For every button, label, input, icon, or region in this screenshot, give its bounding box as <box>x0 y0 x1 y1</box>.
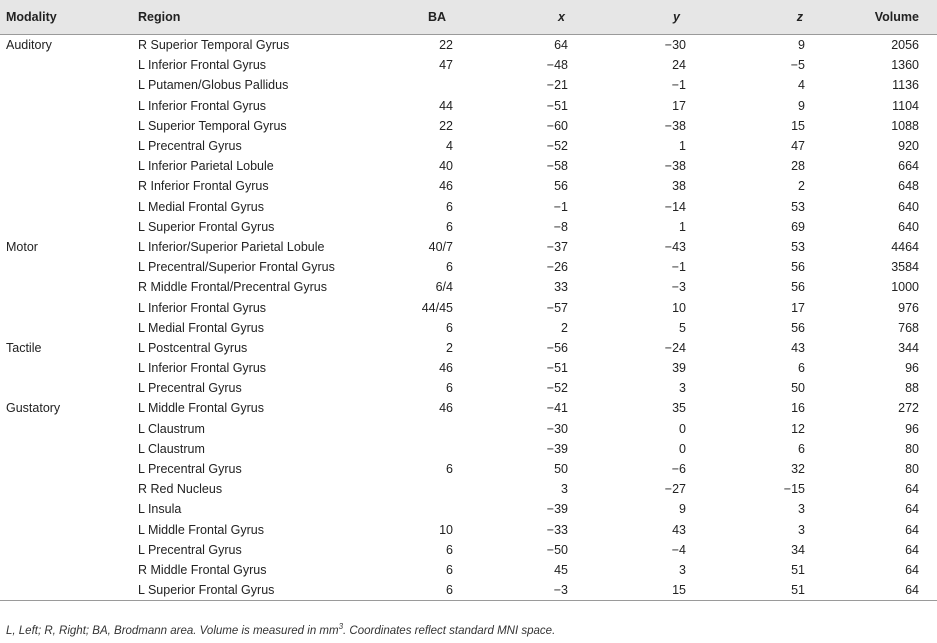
cell-x: −39 <box>546 502 568 517</box>
cell-z: −5 <box>790 58 805 73</box>
header-row <box>0 0 937 35</box>
cell-ba <box>370 479 454 499</box>
cell-y: 35 <box>672 401 686 416</box>
cell-modality <box>0 197 138 217</box>
cell-y: −6 <box>671 462 686 477</box>
header-region: Region <box>138 0 370 35</box>
cell-x: −57 <box>546 300 568 315</box>
cell-y: 1 <box>679 219 686 234</box>
cell-region: L Postcentral Gyrus <box>138 340 248 355</box>
cell-ba: 10 <box>439 522 453 537</box>
cell-volume: 640 <box>898 219 919 234</box>
table-row <box>0 318 937 338</box>
cell-modality <box>0 176 138 196</box>
cell-region: L Medial Frontal Gyrus <box>138 199 264 214</box>
cell-ba: 6/4 <box>435 280 453 295</box>
cell-z: 3 <box>798 502 805 517</box>
cell-region: L Claustrum <box>138 441 205 456</box>
cell-volume: 976 <box>898 300 919 315</box>
cell-volume: 64 <box>905 562 919 577</box>
cell-modality <box>0 116 138 136</box>
cell-x: −52 <box>546 139 568 154</box>
cell-modality <box>0 419 138 439</box>
table-row <box>0 459 937 479</box>
cell-z: 17 <box>791 300 805 315</box>
header-modality: Modality <box>0 0 138 35</box>
cell-y: −1 <box>671 78 686 93</box>
cell-ba: 6 <box>446 320 453 335</box>
footnote-text: L, Left; R, Right; BA, Brodmann area. Volume is measured in mm <box>6 624 339 637</box>
table-row <box>0 499 937 519</box>
cell-modality <box>0 257 138 277</box>
cell-volume: 272 <box>898 401 919 416</box>
cell-region: R Inferior Frontal Gyrus <box>138 179 269 194</box>
cell-x: −48 <box>546 58 568 73</box>
cell-y: 38 <box>672 179 686 194</box>
cell-modality <box>0 378 138 398</box>
cell-z: 50 <box>791 381 805 396</box>
cell-z: 53 <box>791 239 805 254</box>
cell-y: −4 <box>671 542 686 557</box>
cell-modality: Tactile <box>6 340 42 355</box>
cell-x: −50 <box>546 542 568 557</box>
cell-z: 12 <box>791 421 805 436</box>
cell-modality <box>0 297 138 317</box>
cell-y: −43 <box>664 239 686 254</box>
cell-volume: 64 <box>905 522 919 537</box>
cell-volume: 1136 <box>892 78 919 93</box>
cell-ba: 47 <box>439 58 453 73</box>
cell-volume: 1104 <box>892 98 919 113</box>
cell-x: −52 <box>546 381 568 396</box>
table-row <box>0 338 937 358</box>
table-row <box>0 35 937 56</box>
cell-modality: Gustatory <box>6 401 61 416</box>
cell-region: L Precentral Gyrus <box>138 542 242 557</box>
cell-region: L Insula <box>138 502 182 517</box>
cell-ba: 6 <box>446 462 453 477</box>
cell-y: 3 <box>679 381 686 396</box>
table-row <box>0 398 937 418</box>
table-header <box>0 0 937 35</box>
cell-region: R Red Nucleus <box>138 482 223 497</box>
cell-x: 33 <box>554 280 568 295</box>
cell-volume: 920 <box>898 139 919 154</box>
cell-x: −1 <box>553 199 568 214</box>
cell-ba: 6 <box>446 260 453 275</box>
cell-modality <box>0 459 138 479</box>
cell-z: 51 <box>686 580 805 601</box>
cell-y: 39 <box>672 361 686 376</box>
cell-modality <box>0 358 138 378</box>
cell-y: −27 <box>664 482 686 497</box>
cell-x: −56 <box>546 340 568 355</box>
cell-z: 28 <box>791 159 805 174</box>
cell-z: 34 <box>791 542 805 557</box>
header-x: x <box>454 0 568 35</box>
cell-modality <box>0 540 138 560</box>
cell-z: 56 <box>791 260 805 275</box>
footnote-text-end: . Coordinates reflect standard MNI space. <box>343 624 556 637</box>
cell-z: 9 <box>798 38 805 53</box>
cell-z: 56 <box>791 280 805 295</box>
table-row <box>0 136 937 156</box>
table-row <box>0 560 937 580</box>
cell-region: L Inferior Frontal Gyrus <box>138 361 267 376</box>
cell-ba: 6 <box>446 199 453 214</box>
cell-region: L Superior Temporal Gyrus <box>138 118 287 133</box>
cell-volume: 4464 <box>891 239 919 254</box>
cell-region: L Middle Frontal Gyrus <box>138 522 264 537</box>
cell-z: 9 <box>798 98 805 113</box>
table-row <box>0 439 937 459</box>
cell-region: L Inferior Frontal Gyrus <box>138 98 267 113</box>
cell-volume: 1088 <box>891 118 919 133</box>
cell-z: 2 <box>798 179 805 194</box>
cell-volume: 1360 <box>891 58 919 73</box>
table-row <box>0 197 937 217</box>
cell-ba: 40/7 <box>428 239 453 254</box>
cell-ba: 44 <box>439 98 453 113</box>
cell-x: −51 <box>546 98 568 113</box>
cell-z: 53 <box>791 199 805 214</box>
cell-region: L Inferior Frontal Gyrus <box>138 300 267 315</box>
cell-modality <box>0 96 138 116</box>
table-row <box>0 277 937 297</box>
cell-y: −30 <box>664 38 686 53</box>
cell-x: −37 <box>546 239 568 254</box>
cell-x: −39 <box>546 441 568 456</box>
table-footnote <box>6 622 555 637</box>
cell-z: 3 <box>798 522 805 537</box>
cell-y: −38 <box>664 159 686 174</box>
cell-z: −15 <box>783 482 805 497</box>
cell-region: R Middle Frontal/Precentral Gyrus <box>138 280 327 295</box>
cell-volume: 640 <box>898 199 919 214</box>
cell-y: 1 <box>679 139 686 154</box>
cell-y: −14 <box>664 199 686 214</box>
cell-z: 32 <box>791 462 805 477</box>
cell-ba: 2 <box>446 340 453 355</box>
cell-region: L Inferior Frontal Gyrus <box>138 58 267 73</box>
cell-y: 9 <box>679 502 686 517</box>
cell-z: 16 <box>791 401 805 416</box>
cell-region: L Superior Frontal Gyrus <box>138 219 275 234</box>
cell-region: L Precentral Gyrus <box>138 139 242 154</box>
cell-ba <box>370 499 454 519</box>
cell-modality <box>0 136 138 156</box>
cell-x: 56 <box>554 179 568 194</box>
cell-volume: 96 <box>905 361 919 376</box>
cell-x: −33 <box>546 522 568 537</box>
cell-modality <box>0 479 138 499</box>
cell-z: 43 <box>791 340 805 355</box>
cell-modality <box>0 499 138 519</box>
cell-volume: 64 <box>905 542 919 557</box>
cell-region: L Middle Frontal Gyrus <box>138 401 264 416</box>
cell-x: −51 <box>546 361 568 376</box>
cell-y: −3 <box>671 280 686 295</box>
cell-region: L Putamen/Globus Pallidus <box>138 78 289 93</box>
cell-volume: 344 <box>898 340 919 355</box>
cell-ba: 22 <box>439 118 453 133</box>
cell-volume: 88 <box>905 381 919 396</box>
cell-modality <box>0 318 138 338</box>
cell-x: −3 <box>454 580 568 601</box>
cell-x: 64 <box>554 38 568 53</box>
cell-modality: Auditory <box>6 38 52 53</box>
cell-volume: 2056 <box>891 38 919 53</box>
cell-modality: Motor <box>6 239 38 254</box>
table-row <box>0 257 937 277</box>
cell-ba <box>370 75 454 95</box>
cell-region: L Inferior Parietal Lobule <box>138 159 274 174</box>
cell-ba: 6 <box>446 542 453 557</box>
cell-y: −38 <box>664 118 686 133</box>
cell-z: 15 <box>791 118 805 133</box>
cell-region: L Claustrum <box>138 421 205 436</box>
cell-x: −60 <box>546 118 568 133</box>
cell-y: 43 <box>672 522 686 537</box>
cell-x: 50 <box>554 462 568 477</box>
cell-x: 45 <box>554 562 568 577</box>
cell-volume: 64 <box>905 482 919 497</box>
cell-modality <box>0 520 138 540</box>
header-z: z <box>686 0 805 35</box>
table-row <box>0 75 937 95</box>
table-row <box>0 176 937 196</box>
table-row <box>0 156 937 176</box>
cell-y: 17 <box>672 98 686 113</box>
cell-ba: 46 <box>439 361 453 376</box>
cell-z: 4 <box>798 78 805 93</box>
cell-ba: 46 <box>439 401 453 416</box>
cell-volume: 664 <box>898 159 919 174</box>
cell-y: −24 <box>664 340 686 355</box>
footnote-superscript: 3 <box>338 622 344 631</box>
table-row <box>0 419 937 439</box>
cell-ba: 6 <box>370 580 454 601</box>
cell-z: 56 <box>791 320 805 335</box>
cell-volume: 768 <box>898 320 919 335</box>
cell-z: 47 <box>791 139 805 154</box>
cell-volume: 80 <box>905 441 919 456</box>
header-y: y <box>568 0 686 35</box>
cell-volume: 64 <box>805 580 937 601</box>
cell-x: −26 <box>546 260 568 275</box>
cell-region: L Precentral/Superior Frontal Gyrus <box>138 260 335 275</box>
header-ba: BA <box>370 0 454 35</box>
cell-region: R Middle Frontal Gyrus <box>138 562 267 577</box>
cell-region: L Medial Frontal Gyrus <box>138 320 264 335</box>
cell-z: 6 <box>798 441 805 456</box>
cell-region: L Precentral Gyrus <box>138 381 242 396</box>
cell-region: L Inferior/Superior Parietal Lobule <box>138 239 325 254</box>
table-row <box>0 580 937 601</box>
cell-region: R Superior Temporal Gyrus <box>138 38 290 53</box>
cell-ba: 4 <box>446 139 453 154</box>
table-row <box>0 540 937 560</box>
cell-volume: 96 <box>905 421 919 436</box>
cell-modality <box>0 439 138 459</box>
cell-volume: 64 <box>905 502 919 517</box>
cell-y: −1 <box>671 260 686 275</box>
cell-ba: 6 <box>446 562 453 577</box>
cell-region: L Precentral Gyrus <box>138 462 242 477</box>
cell-modality <box>0 55 138 75</box>
cell-modality <box>0 156 138 176</box>
cell-y: 15 <box>568 580 686 601</box>
cell-volume: 648 <box>898 179 919 194</box>
cell-x: −58 <box>546 159 568 174</box>
cell-y: 24 <box>672 58 686 73</box>
cell-ba: 44/45 <box>421 300 453 315</box>
table-row <box>0 116 937 136</box>
cell-z: 6 <box>798 361 805 376</box>
cell-region: L Superior Frontal Gyrus <box>138 580 370 601</box>
table-row <box>0 479 937 499</box>
cell-x: −21 <box>546 78 568 93</box>
table-row <box>0 358 937 378</box>
header-volume: Volume <box>805 0 937 35</box>
cell-y: 10 <box>672 300 686 315</box>
cell-z: 51 <box>791 562 805 577</box>
table-row <box>0 237 937 257</box>
cell-x: 2 <box>561 320 568 335</box>
cell-volume: 1000 <box>891 280 919 295</box>
cell-modality <box>0 75 138 95</box>
table-row <box>0 297 937 317</box>
cell-volume: 80 <box>905 462 919 477</box>
table-row <box>0 520 937 540</box>
cell-modality <box>0 580 138 601</box>
table-row <box>0 96 937 116</box>
cell-x: −41 <box>546 401 568 416</box>
cell-x: 3 <box>561 482 568 497</box>
cell-ba: 46 <box>439 179 453 194</box>
cell-y: 0 <box>679 441 686 456</box>
cell-ba <box>370 419 454 439</box>
cell-ba: 6 <box>446 381 453 396</box>
table-row <box>0 378 937 398</box>
cell-ba: 22 <box>439 38 453 53</box>
cell-ba: 6 <box>446 219 453 234</box>
table-row <box>0 217 937 237</box>
cell-z: 69 <box>791 219 805 234</box>
table-row <box>0 55 937 75</box>
cell-y: 3 <box>679 562 686 577</box>
table-body <box>0 35 937 601</box>
cell-modality <box>0 217 138 237</box>
cell-y: 5 <box>679 320 686 335</box>
cell-volume: 3584 <box>891 260 919 275</box>
cell-modality <box>0 277 138 297</box>
cell-y: 0 <box>679 421 686 436</box>
cell-modality <box>0 560 138 580</box>
cell-x: −8 <box>553 219 568 234</box>
cell-ba: 40 <box>439 159 453 174</box>
cell-x: −30 <box>546 421 568 436</box>
cell-ba <box>370 439 454 459</box>
